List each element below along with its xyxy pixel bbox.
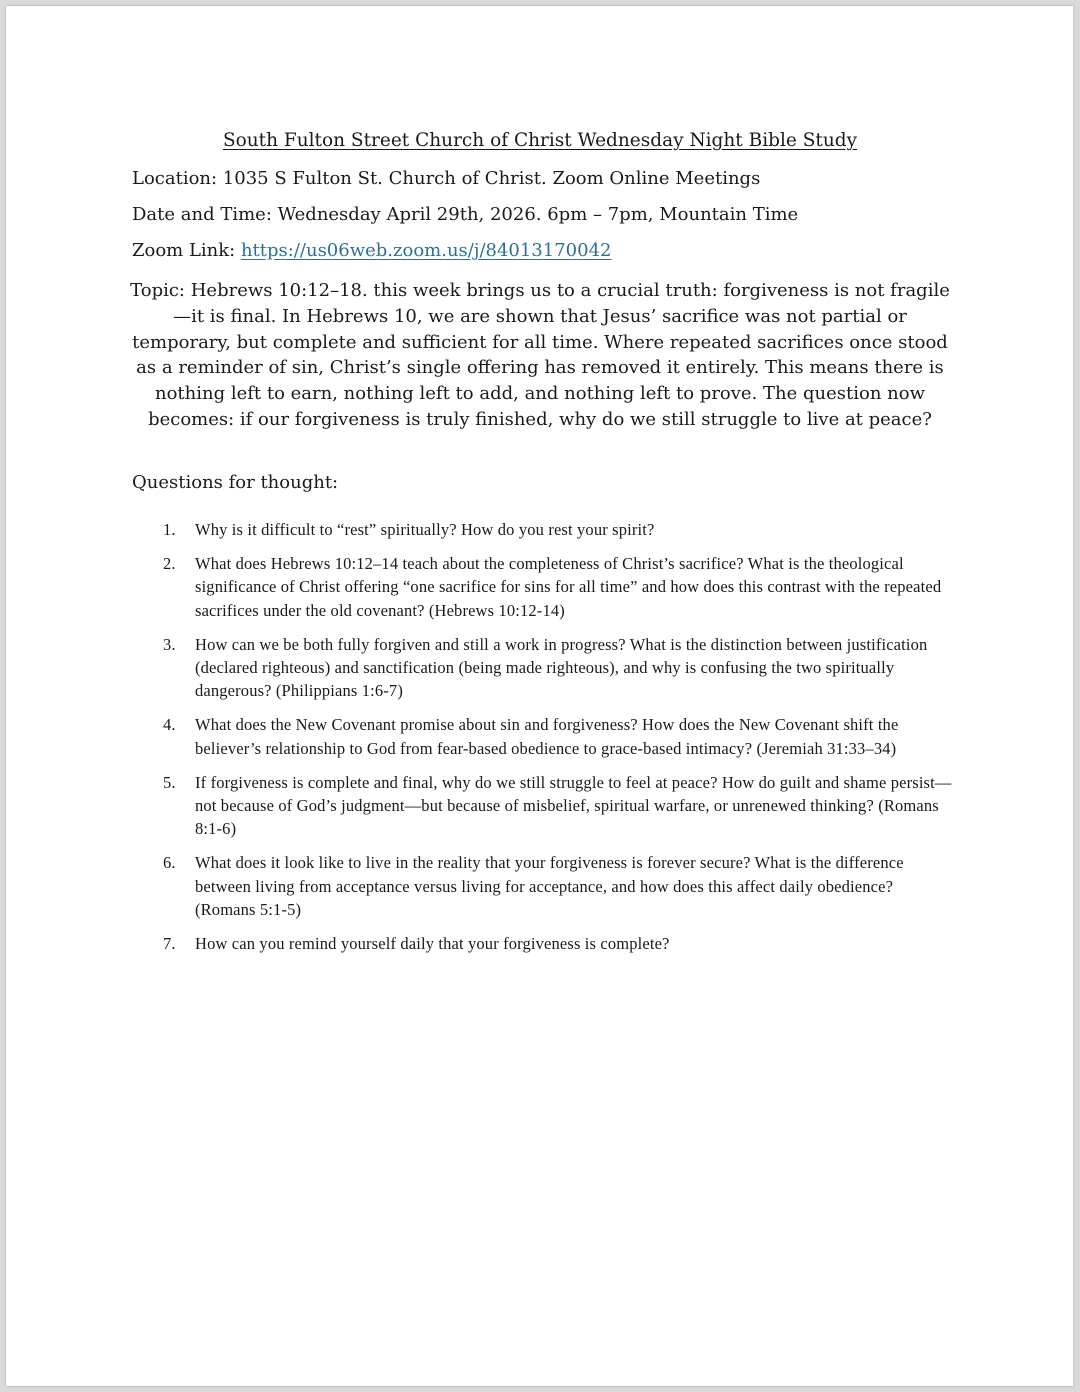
list-item-text: What does the New Covenant promise about sin and forgiveness? How does the New Covenant shift the believer’s relationship to God from fear-based obedience to grace-based intimacy? (Jeremiah 31:33–34) [195,715,899,758]
list-item-number: 7. [163,934,176,954]
list-item [160,552,952,622]
list-item [160,771,952,841]
list-item-number: 5. [163,772,176,792]
document-title: South Fulton Street Church of Christ Wednesday Night Bible Study [222,130,858,151]
questions-list [160,518,952,966]
list-item-number: 2. [163,553,176,573]
list-item [160,932,952,955]
zoom-link[interactable]: https://us06web.zoom.us/j/84013170042 [240,240,612,261]
zoom-line [132,240,611,261]
list-item-text: How can you remind yourself daily that your forgiveness is complete? [195,934,670,954]
date-time-line: Date and Time: Wednesday April 29th, 2026. 6pm – 7pm, Mountain Time [132,204,799,225]
list-item-number: 1. [163,520,176,539]
list-item-number: 6. [163,853,176,873]
list-item-number: 3. [163,634,176,654]
zoom-label: Zoom Link: [132,240,241,261]
location-line: Location: 1035 S Fulton St. Church of Christ. Zoom Online Meetings [132,168,761,189]
list-item-text: How can we be both fully forgiven and still a work in progress? What is the distinction between justification (declared righteous) and sanctification (being made righteous), and why is confusing the two spiritually dangerous? (Philippians 1:6-7) [195,634,928,701]
list-item-text: What does Hebrews 10:12–14 teach about the completeness of Christ’s sacrifice? What is the theological significance of Christ offering “one sacrifice for sins for all time” and how does this contrast with the repeated sacrifices under the old covenant? (Hebrews 10:12-14) [195,553,942,620]
list-item [160,713,952,760]
list-item-text: Why is it difficult to “rest” spiritually? How do you rest your spirit? [195,520,655,539]
list-item-text: If forgiveness is complete and final, why do we still struggle to feel at peace? How do guilt and shame persist—not because of God’s judgment—but because of misbelief, spiritual warfare, or unrenewed thinking? (Romans 8:1-6) [195,772,952,839]
list-item-text: What does it look like to live in the reality that your forgiveness is forever secure? What is the difference between living from acceptance versus living for acceptance, and how does this affect daily obedience? (Romans 5:1-5) [195,853,904,920]
questions-heading: Questions for thought: [132,472,339,493]
list-item [160,851,952,921]
topic-paragraph: Topic: Hebrews 10:12–18. this week brings us to a crucial truth: forgiveness is not fragile—it is final. In Hebrews 10, we are shown that Jesus’ sacrifice was not partial or temporary, but complete and sufficient for all time. Where repeated sacrifices once stood as a reminder of sin, Christ’s single offering has removed it entirely. This means there is nothing left to earn, nothing left to add, and nothing left to prove. The question now becomes: if our forgiveness is truly finished, why do we still struggle to live at peace? [130,280,950,430]
list-item-number: 4. [163,715,176,735]
list-item [160,633,952,703]
list-item [160,518,952,541]
